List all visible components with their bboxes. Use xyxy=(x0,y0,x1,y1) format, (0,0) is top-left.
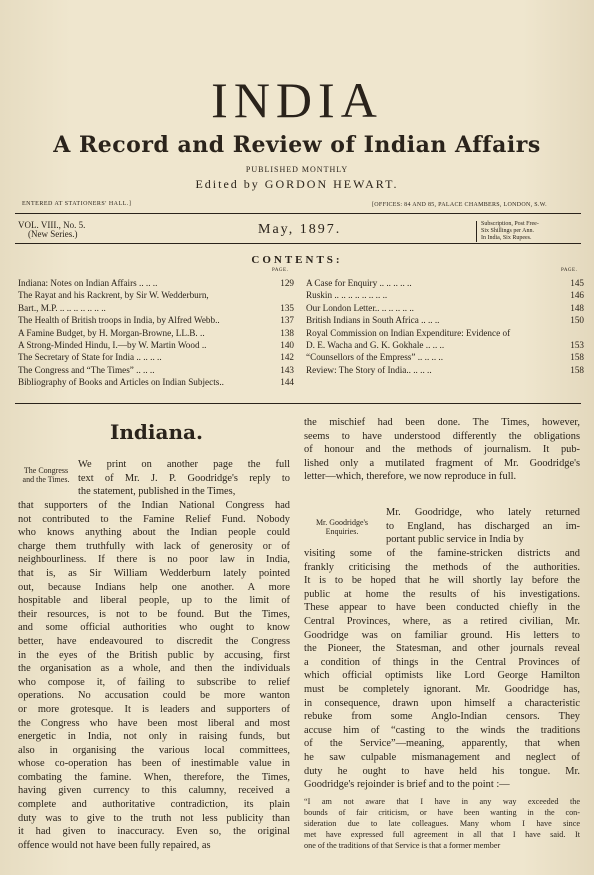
article-line: portant public service in India by xyxy=(386,534,524,546)
article-line: frankly criticising the methods of the authorities. xyxy=(304,561,580,573)
quote-line: met have expressed full agreement in all that I have said. It xyxy=(304,830,580,839)
article-line: better, have endeavoured to discredit the Congress xyxy=(18,635,290,647)
contents-entry-title: Bibliography of Books and Articles on Indian Subjects.. xyxy=(18,377,224,388)
editor-line: Edited by GORDON HEWART. xyxy=(195,177,399,191)
contents-entry xyxy=(18,314,294,326)
article-line: the mischief had been done. The Times, however, xyxy=(304,417,580,428)
page-label-left: PAGE. xyxy=(272,268,289,273)
article-line: visiting some of the famine-stricken districts and xyxy=(304,548,580,559)
contents-entry-title: The Rayat and his Rackrent, by Sir W. Wedderburn, xyxy=(18,290,209,301)
article-line: Goodridge was on familiar ground. His letters to xyxy=(304,629,580,641)
series-line: (New Series.) xyxy=(28,229,78,239)
contents-entry-page: 143 xyxy=(280,364,294,375)
article-line: it had given to inaccuracy. Even so, the original xyxy=(18,826,290,838)
contents-bottom-rule xyxy=(15,403,581,404)
contents-entry-title: Our London Letter.. .. .. .. .. .. xyxy=(306,302,414,313)
article-line: a condition of things in the Central Provinces of xyxy=(304,656,580,668)
quote-line: one of the traditions of that Service is that a former member xyxy=(304,841,501,850)
article-line: of the Service”—meaning, apparently, that when xyxy=(304,738,580,750)
journal-subtitle: A Record and Review of Indian Affairs xyxy=(53,132,541,158)
article-intro-right xyxy=(386,506,580,547)
article-line: which official optimists like Lord George Hamilton xyxy=(304,670,580,682)
contents-entry xyxy=(306,364,584,376)
article-line: who knows anything about the Indian people could xyxy=(18,527,290,539)
contents-entry-title: A Strong-Minded Hindu, I.—by W. Martin Wood .. xyxy=(18,339,207,350)
article-line: We print on another page the full xyxy=(78,459,290,470)
sidenote-line: Mr. Goodridge's xyxy=(315,518,369,527)
contents-entry-title: A Famine Budget, by H. Morgan-Browne, LL.B. .. xyxy=(18,327,205,338)
article-line: in the eyes of the British public by accusing, first xyxy=(18,649,290,661)
article-line: Mr. Goodridge, who lately returned xyxy=(386,507,580,518)
sidenote-line: The Congress xyxy=(23,466,69,475)
article-line: also in organising the various local committees, xyxy=(18,744,290,756)
article-line: whose co-operation has been of inestimable value in xyxy=(18,758,290,770)
contents-entry xyxy=(18,351,294,363)
publication-frequency: PUBLISHED MONTHLY xyxy=(245,165,349,174)
contents-entry xyxy=(306,339,584,351)
contents-entry-page: 146 xyxy=(570,290,584,301)
contents-right-column xyxy=(306,277,584,376)
contents-entry-title: British Indians in South Africa .. .. .. xyxy=(306,315,440,326)
article-line: accuse him of “casting to the winds the traditions xyxy=(304,724,580,736)
article-line: Goodridge's rejoinder is brief and to the point :— xyxy=(304,779,510,791)
article-line: that supporters of the Indian National Congress had xyxy=(18,500,290,511)
article-line: energetic in India, not only in raising funds, but xyxy=(18,731,290,743)
sidenote-goodridge-enquiries xyxy=(304,518,380,536)
article-line: rebuke from some Anglo-Indian censors. They xyxy=(304,711,580,723)
article-line: duty he ought to have held his tongue. Mr. xyxy=(304,765,580,777)
volume-info xyxy=(18,221,85,239)
contents-entry xyxy=(18,289,294,301)
volume-line: VOL. VIII., No. 5. xyxy=(18,220,86,230)
article-line: offence would not have been fully repaired, as xyxy=(18,839,211,851)
article-line: the Congress who have been most liberal and most xyxy=(18,717,290,729)
article-body-right xyxy=(304,547,580,792)
article-line: in consequence, drawn upon himself a characteristic xyxy=(304,697,580,709)
contents-entry-title: The Congress and “The Times” .. .. .. xyxy=(18,364,155,375)
contents-heading: CONTENTS: xyxy=(251,254,343,266)
article-line: out, because Indians help one another. A more xyxy=(18,581,290,593)
contents-entry-title: D. E. Wacha and G. K. Gokhale .. .. .. xyxy=(306,339,445,350)
contents-entry-page: 137 xyxy=(280,315,294,326)
contents-entry-page: 135 xyxy=(280,302,294,313)
article-body-right-top xyxy=(304,416,580,484)
article-line: seems to have understood differently the obligations xyxy=(304,430,580,442)
sidenote-line: and the Times. xyxy=(22,475,70,484)
journal-title: INDIA xyxy=(211,72,383,128)
contents-entry-title: “Counsellors of the Empress” .. .. .. .. xyxy=(306,352,444,363)
article-line: of honour and the methods of journalism. It pub- xyxy=(304,444,580,456)
contents-entry xyxy=(18,327,294,339)
article-line: and some official authorities who ought to know xyxy=(18,622,290,634)
subscription-info xyxy=(476,221,539,242)
contents-entry-page: 153 xyxy=(570,339,584,350)
article-line: their resources, is not to be found. But the Times, xyxy=(18,608,290,620)
article-line: that is, as Sir William Wedderburn lately pointed xyxy=(18,567,290,579)
article-line: to England, has discharged an im- xyxy=(386,520,580,532)
article-line: lished only a mutilated fragment of Mr. Goodridge's xyxy=(304,457,580,469)
article-line: or more grotesque. It is leaders and supporters of xyxy=(18,703,290,715)
contents-entry xyxy=(306,314,584,326)
goodridge-quote xyxy=(304,796,580,851)
article-line: neighbourliness. If there is no poor law in India, xyxy=(18,554,290,566)
article-line: complete and authoritative contradiction, its plain xyxy=(18,799,290,811)
contents-entry-page: 129 xyxy=(280,278,294,288)
article-line: who compose it, of failing to subscribe to relief xyxy=(18,676,290,688)
contents-entry xyxy=(306,302,584,314)
article-intro-left xyxy=(78,458,290,499)
offices-address: [OFFICES: 84 AND 85, PALACE CHAMBERS, LONDON, S.W. xyxy=(372,202,547,208)
subscription-line-3: In India, Six Rupees. xyxy=(481,235,532,241)
quote-line: sideration due to late colleagues. Many whom I have since xyxy=(304,819,580,828)
subscription-line-2: Six Shillings per Ann. xyxy=(481,228,535,234)
contents-entry xyxy=(18,339,294,351)
contents-entry xyxy=(306,289,584,301)
contents-entry xyxy=(18,364,294,376)
article-line: having given currency to this calumny, received a xyxy=(18,785,290,797)
contents-entry xyxy=(18,376,294,388)
contents-entry xyxy=(18,302,294,314)
contents-entry-page: 145 xyxy=(570,278,584,288)
contents-entry-title: Indiana: Notes on Indian Affairs .. .. .. xyxy=(18,278,158,288)
article-line: the statement, published in the Times, xyxy=(78,486,236,498)
quote-line: bounds of fair criticism, or have been wanting in the con- xyxy=(304,808,580,817)
stationers-hall-note: ENTERED AT STATIONERS' HALL.] xyxy=(22,201,132,207)
contents-entry-page: 158 xyxy=(570,364,584,375)
article-line: not contributed to the Famine Relief Fund. Nobody xyxy=(18,513,290,525)
sidenote-congress-times xyxy=(18,466,74,484)
article-line: duty was to give to the truth not less publicity than xyxy=(18,812,290,824)
contents-entry-page: 158 xyxy=(570,352,584,363)
contents-entry xyxy=(306,351,584,363)
page-label-right: PAGE. xyxy=(561,268,578,273)
contents-entry-title: Bart., M.P. .. .. .. .. .. .. .. xyxy=(18,302,106,313)
contents-left-column xyxy=(18,277,294,389)
sidenote-line: Enquiries. xyxy=(325,527,359,536)
contents-entry-page: 140 xyxy=(280,339,294,350)
contents-entry-page: 142 xyxy=(280,352,294,363)
contents-entry-title: The Secretary of State for India .. .. .. .. xyxy=(18,352,162,363)
issue-date: May, 1897. xyxy=(258,222,342,237)
contents-entry-title: Review: The Story of India.. .. .. .. xyxy=(306,364,432,375)
contents-entry-page: 148 xyxy=(570,302,584,313)
article-line: hospitable and liberal people, up to the limit of xyxy=(18,595,290,607)
contents-entry xyxy=(306,277,584,289)
article-line: the Pioneer, the Statesman, and other journals reveal xyxy=(304,643,580,655)
article-line: operations. No accusation could be more wanton xyxy=(18,690,290,702)
article-line: These appear to have been conducted chiefly in the xyxy=(304,602,580,614)
contents-entry-page: 150 xyxy=(570,315,584,326)
article-line: charge them truthfully with lack of generosity or of xyxy=(18,540,290,552)
article-body-left xyxy=(18,499,290,852)
article-line: text of Mr. J. P. Goodridge's reply to xyxy=(78,472,290,484)
contents-entry-title: Ruskin .. .. .. .. .. .. .. .. xyxy=(306,290,388,301)
article-line: the organisation as a whole, and then the individuals xyxy=(18,663,290,675)
contents-entry-page: 138 xyxy=(280,327,294,338)
contents-entry-page: 144 xyxy=(280,377,294,388)
top-rule xyxy=(15,213,581,214)
article-line: must be completely ignorant. Mr. Goodridge has, xyxy=(304,683,580,695)
issue-rule xyxy=(15,243,581,244)
contents-entry-title: A Case for Enquiry .. .. .. .. .. xyxy=(306,278,412,288)
subscription-line-1: Subscription, Post Free- xyxy=(481,221,539,227)
article-line: It is to be hoped that he will shortly lay before the xyxy=(304,575,580,587)
contents-entry-title: Royal Commission on Indian Expenditure: Evidence of xyxy=(306,327,511,338)
section-heading: Indiana. xyxy=(110,420,203,444)
article-line: combating the famine. When, therefore, the Times, xyxy=(18,771,290,783)
article-line: public at home the results of his investigations. xyxy=(304,588,580,600)
quote-line: “I am not aware that I have in any way exceeded the xyxy=(304,797,580,806)
article-line: letter—which, therefore, we now reproduce in full. xyxy=(304,471,517,483)
article-line: he saw culpable mismanagement and neglect of xyxy=(304,751,580,763)
contents-entry-title: The Health of British troops in India, by Alfred Webb.. xyxy=(18,315,220,326)
contents-entry xyxy=(18,277,294,289)
article-line: Central Provinces, where, as a retired civilian, Mr. xyxy=(304,615,580,627)
contents-entry xyxy=(306,327,584,339)
